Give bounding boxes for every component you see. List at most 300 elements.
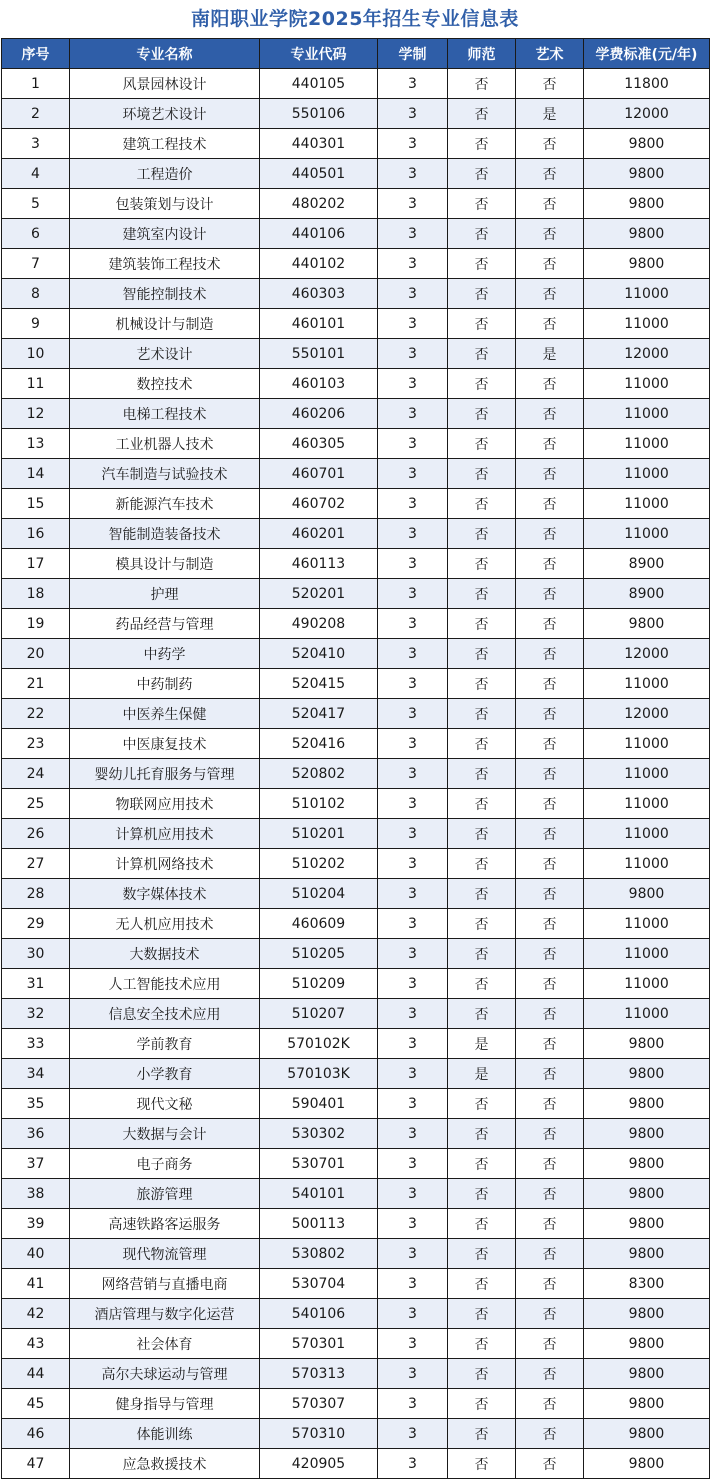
table-row	[2, 1089, 710, 1119]
cell-index: 19	[2, 609, 70, 639]
cell-major-code: 570313	[260, 1359, 378, 1389]
cell-major-code: 460609	[260, 909, 378, 939]
cell-art: 否	[516, 429, 584, 459]
cell-tuition: 9800	[584, 1299, 710, 1329]
cell-major-code: 520417	[260, 699, 378, 729]
cell-art: 否	[516, 1119, 584, 1149]
cell-tuition: 9800	[584, 129, 710, 159]
cell-tuition: 11000	[584, 789, 710, 819]
cell-major-code: 460103	[260, 369, 378, 399]
header-major-name: 专业名称	[70, 39, 260, 69]
cell-index: 7	[2, 249, 70, 279]
cell-major-code: 510209	[260, 969, 378, 999]
cell-duration: 3	[378, 129, 448, 159]
cell-duration: 3	[378, 1119, 448, 1149]
cell-art: 否	[516, 279, 584, 309]
cell-duration: 3	[378, 399, 448, 429]
cell-art: 否	[516, 219, 584, 249]
cell-normal: 否	[448, 879, 516, 909]
table-row	[2, 849, 710, 879]
table-row	[2, 699, 710, 729]
header-tuition: 学费标准(元/年)	[584, 39, 710, 69]
cell-art: 否	[516, 549, 584, 579]
cell-major-name: 风景园林设计	[70, 69, 260, 99]
cell-normal: 否	[448, 819, 516, 849]
cell-duration: 3	[378, 939, 448, 969]
cell-tuition: 9800	[584, 1209, 710, 1239]
table-row	[2, 819, 710, 849]
cell-major-name: 现代文秘	[70, 1089, 260, 1119]
cell-normal: 否	[448, 549, 516, 579]
cell-major-name: 药品经营与管理	[70, 609, 260, 639]
cell-index: 22	[2, 699, 70, 729]
table-row	[2, 1359, 710, 1389]
cell-index: 10	[2, 339, 70, 369]
cell-duration: 3	[378, 1299, 448, 1329]
cell-major-code: 540106	[260, 1299, 378, 1329]
cell-normal: 否	[448, 939, 516, 969]
cell-tuition: 9800	[584, 1389, 710, 1419]
cell-major-name: 中药制药	[70, 669, 260, 699]
cell-art: 否	[516, 459, 584, 489]
cell-tuition: 11000	[584, 489, 710, 519]
cell-art: 否	[516, 1419, 584, 1449]
cell-duration: 3	[378, 669, 448, 699]
cell-normal: 否	[448, 609, 516, 639]
cell-major-name: 物联网应用技术	[70, 789, 260, 819]
cell-normal: 否	[448, 99, 516, 129]
cell-normal: 否	[448, 729, 516, 759]
cell-tuition: 8900	[584, 579, 710, 609]
cell-art: 是	[516, 99, 584, 129]
cell-index: 17	[2, 549, 70, 579]
cell-major-code: 530802	[260, 1239, 378, 1269]
cell-major-name: 学前教育	[70, 1029, 260, 1059]
cell-major-name: 新能源汽车技术	[70, 489, 260, 519]
table-row	[2, 69, 710, 99]
table-row	[2, 669, 710, 699]
cell-index: 13	[2, 429, 70, 459]
cell-art: 否	[516, 879, 584, 909]
cell-duration: 3	[378, 1029, 448, 1059]
cell-tuition: 11000	[584, 819, 710, 849]
cell-art: 否	[516, 1239, 584, 1269]
cell-index: 31	[2, 969, 70, 999]
cell-tuition: 9800	[584, 1149, 710, 1179]
cell-major-name: 环境艺术设计	[70, 99, 260, 129]
cell-major-code: 570102K	[260, 1029, 378, 1059]
cell-tuition: 12000	[584, 639, 710, 669]
cell-index: 40	[2, 1239, 70, 1269]
cell-major-code: 510205	[260, 939, 378, 969]
table-row	[2, 219, 710, 249]
cell-tuition: 9800	[584, 1059, 710, 1089]
cell-major-code: 520802	[260, 759, 378, 789]
cell-duration: 3	[378, 1059, 448, 1089]
cell-index: 3	[2, 129, 70, 159]
table-body	[2, 69, 710, 1479]
table-row	[2, 609, 710, 639]
table-row	[2, 279, 710, 309]
cell-major-name: 汽车制造与试验技术	[70, 459, 260, 489]
cell-duration: 3	[378, 339, 448, 369]
table-row	[2, 1059, 710, 1089]
cell-duration: 3	[378, 969, 448, 999]
cell-index: 16	[2, 519, 70, 549]
cell-duration: 3	[378, 879, 448, 909]
cell-major-code: 510207	[260, 999, 378, 1029]
cell-index: 41	[2, 1269, 70, 1299]
cell-index: 37	[2, 1149, 70, 1179]
cell-index: 38	[2, 1179, 70, 1209]
cell-normal: 否	[448, 399, 516, 429]
cell-normal: 否	[448, 639, 516, 669]
cell-duration: 3	[378, 609, 448, 639]
cell-tuition: 11000	[584, 759, 710, 789]
cell-index: 30	[2, 939, 70, 969]
cell-normal: 否	[448, 1449, 516, 1479]
cell-duration: 3	[378, 849, 448, 879]
cell-major-code: 460305	[260, 429, 378, 459]
cell-normal: 否	[448, 969, 516, 999]
header-index: 序号	[2, 39, 70, 69]
cell-normal: 否	[448, 339, 516, 369]
cell-major-code: 570103K	[260, 1059, 378, 1089]
cell-index: 14	[2, 459, 70, 489]
cell-major-code: 460701	[260, 459, 378, 489]
cell-index: 12	[2, 399, 70, 429]
cell-duration: 3	[378, 699, 448, 729]
cell-tuition: 11000	[584, 969, 710, 999]
cell-normal: 否	[448, 249, 516, 279]
table-row	[2, 729, 710, 759]
cell-art: 否	[516, 1329, 584, 1359]
cell-tuition: 11800	[584, 69, 710, 99]
cell-duration: 3	[378, 279, 448, 309]
cell-major-name: 数字媒体技术	[70, 879, 260, 909]
cell-major-name: 酒店管理与数字化运营	[70, 1299, 260, 1329]
cell-normal: 否	[448, 1119, 516, 1149]
cell-duration: 3	[378, 819, 448, 849]
cell-duration: 3	[378, 549, 448, 579]
table-row	[2, 159, 710, 189]
cell-art: 否	[516, 489, 584, 519]
cell-index: 25	[2, 789, 70, 819]
cell-tuition: 9800	[584, 1179, 710, 1209]
cell-major-name: 现代物流管理	[70, 1239, 260, 1269]
cell-duration: 3	[378, 309, 448, 339]
cell-duration: 3	[378, 1089, 448, 1119]
table-row	[2, 1329, 710, 1359]
cell-tuition: 9800	[584, 189, 710, 219]
cell-tuition: 9800	[584, 609, 710, 639]
cell-major-name: 中医养生保健	[70, 699, 260, 729]
cell-art: 否	[516, 759, 584, 789]
cell-art: 否	[516, 699, 584, 729]
cell-art: 否	[516, 969, 584, 999]
cell-art: 否	[516, 789, 584, 819]
cell-art: 否	[516, 1179, 584, 1209]
cell-major-code: 460101	[260, 309, 378, 339]
cell-index: 28	[2, 879, 70, 909]
cell-index: 15	[2, 489, 70, 519]
cell-major-name: 大数据技术	[70, 939, 260, 969]
cell-tuition: 9800	[584, 1329, 710, 1359]
cell-art: 是	[516, 339, 584, 369]
table-row	[2, 1449, 710, 1479]
cell-index: 46	[2, 1419, 70, 1449]
table-row	[2, 939, 710, 969]
cell-tuition: 8300	[584, 1269, 710, 1299]
cell-major-code: 530704	[260, 1269, 378, 1299]
cell-normal: 否	[448, 579, 516, 609]
cell-major-code: 570307	[260, 1389, 378, 1419]
cell-major-name: 模具设计与制造	[70, 549, 260, 579]
cell-art: 否	[516, 1029, 584, 1059]
table-row	[2, 1119, 710, 1149]
cell-duration: 3	[378, 369, 448, 399]
cell-duration: 3	[378, 999, 448, 1029]
cell-index: 42	[2, 1299, 70, 1329]
cell-major-name: 无人机应用技术	[70, 909, 260, 939]
cell-art: 否	[516, 1299, 584, 1329]
table-row	[2, 759, 710, 789]
cell-duration: 3	[378, 1449, 448, 1479]
cell-tuition: 12000	[584, 699, 710, 729]
majors-table	[1, 38, 710, 1479]
table-row	[2, 309, 710, 339]
cell-major-code: 520415	[260, 669, 378, 699]
cell-index: 11	[2, 369, 70, 399]
cell-tuition: 9800	[584, 219, 710, 249]
cell-duration: 3	[378, 459, 448, 489]
cell-major-code: 500113	[260, 1209, 378, 1239]
cell-major-name: 高尔夫球运动与管理	[70, 1359, 260, 1389]
cell-duration: 3	[378, 189, 448, 219]
cell-tuition: 11000	[584, 309, 710, 339]
cell-duration: 3	[378, 159, 448, 189]
cell-tuition: 11000	[584, 909, 710, 939]
cell-major-name: 高速铁路客运服务	[70, 1209, 260, 1239]
cell-major-code: 540101	[260, 1179, 378, 1209]
table-row	[2, 1239, 710, 1269]
cell-tuition: 11000	[584, 669, 710, 699]
cell-tuition: 8900	[584, 549, 710, 579]
cell-index: 21	[2, 669, 70, 699]
cell-major-name: 数控技术	[70, 369, 260, 399]
cell-major-code: 550101	[260, 339, 378, 369]
cell-art: 否	[516, 369, 584, 399]
cell-tuition: 9800	[584, 249, 710, 279]
table-row	[2, 339, 710, 369]
cell-major-code: 510202	[260, 849, 378, 879]
table-row	[2, 249, 710, 279]
cell-index: 34	[2, 1059, 70, 1089]
cell-tuition: 9800	[584, 1359, 710, 1389]
cell-tuition: 12000	[584, 339, 710, 369]
cell-normal: 否	[448, 1209, 516, 1239]
cell-art: 否	[516, 309, 584, 339]
cell-art: 否	[516, 939, 584, 969]
cell-index: 4	[2, 159, 70, 189]
cell-major-name: 电梯工程技术	[70, 399, 260, 429]
cell-duration: 3	[378, 1269, 448, 1299]
cell-major-code: 520201	[260, 579, 378, 609]
cell-major-code: 440105	[260, 69, 378, 99]
table-row	[2, 969, 710, 999]
cell-major-code: 490208	[260, 609, 378, 639]
cell-tuition: 11000	[584, 849, 710, 879]
cell-normal: 否	[448, 1149, 516, 1179]
cell-tuition: 11000	[584, 279, 710, 309]
cell-art: 否	[516, 249, 584, 279]
cell-tuition: 11000	[584, 369, 710, 399]
table-row	[2, 639, 710, 669]
cell-art: 否	[516, 999, 584, 1029]
cell-duration: 3	[378, 909, 448, 939]
cell-art: 否	[516, 579, 584, 609]
cell-major-name: 应急救援技术	[70, 1449, 260, 1479]
cell-normal: 否	[448, 1389, 516, 1419]
cell-art: 否	[516, 129, 584, 159]
cell-normal: 否	[448, 759, 516, 789]
cell-duration: 3	[378, 759, 448, 789]
cell-tuition: 9800	[584, 1419, 710, 1449]
cell-major-name: 建筑室内设计	[70, 219, 260, 249]
cell-tuition: 9800	[584, 1029, 710, 1059]
cell-major-code: 460702	[260, 489, 378, 519]
cell-normal: 否	[448, 699, 516, 729]
cell-index: 32	[2, 999, 70, 1029]
cell-tuition: 9800	[584, 879, 710, 909]
cell-normal: 否	[448, 219, 516, 249]
cell-major-name: 小学教育	[70, 1059, 260, 1089]
cell-index: 43	[2, 1329, 70, 1359]
cell-index: 23	[2, 729, 70, 759]
cell-normal: 否	[448, 459, 516, 489]
cell-major-code: 480202	[260, 189, 378, 219]
cell-index: 33	[2, 1029, 70, 1059]
cell-major-name: 护理	[70, 579, 260, 609]
cell-index: 29	[2, 909, 70, 939]
cell-tuition: 11000	[584, 939, 710, 969]
cell-art: 否	[516, 729, 584, 759]
cell-art: 否	[516, 609, 584, 639]
cell-index: 44	[2, 1359, 70, 1389]
cell-duration: 3	[378, 1179, 448, 1209]
cell-major-name: 智能控制技术	[70, 279, 260, 309]
cell-major-name: 中药学	[70, 639, 260, 669]
cell-major-name: 信息安全技术应用	[70, 999, 260, 1029]
cell-major-name: 电子商务	[70, 1149, 260, 1179]
cell-tuition: 11000	[584, 429, 710, 459]
cell-normal: 否	[448, 999, 516, 1029]
cell-index: 27	[2, 849, 70, 879]
cell-major-name: 中医康复技术	[70, 729, 260, 759]
cell-normal: 否	[448, 1329, 516, 1359]
cell-duration: 3	[378, 489, 448, 519]
cell-major-name: 社会体育	[70, 1329, 260, 1359]
cell-major-name: 计算机网络技术	[70, 849, 260, 879]
cell-duration: 3	[378, 99, 448, 129]
cell-index: 20	[2, 639, 70, 669]
cell-normal: 否	[448, 1179, 516, 1209]
cell-art: 否	[516, 69, 584, 99]
cell-normal: 否	[448, 69, 516, 99]
cell-art: 否	[516, 1059, 584, 1089]
cell-index: 8	[2, 279, 70, 309]
table-row	[2, 879, 710, 909]
cell-art: 否	[516, 1209, 584, 1239]
cell-duration: 3	[378, 1239, 448, 1269]
cell-duration: 3	[378, 1149, 448, 1179]
cell-normal: 否	[448, 789, 516, 819]
cell-major-code: 440501	[260, 159, 378, 189]
cell-normal: 否	[448, 1419, 516, 1449]
cell-major-code: 510204	[260, 879, 378, 909]
cell-normal: 否	[448, 309, 516, 339]
cell-major-code: 510201	[260, 819, 378, 849]
cell-duration: 3	[378, 519, 448, 549]
cell-art: 否	[516, 909, 584, 939]
cell-major-name: 机械设计与制造	[70, 309, 260, 339]
cell-duration: 3	[378, 1389, 448, 1419]
cell-duration: 3	[378, 639, 448, 669]
cell-major-code: 530701	[260, 1149, 378, 1179]
cell-major-code: 460303	[260, 279, 378, 309]
cell-normal: 否	[448, 129, 516, 159]
table-row	[2, 789, 710, 819]
cell-index: 45	[2, 1389, 70, 1419]
cell-index: 39	[2, 1209, 70, 1239]
cell-major-name: 健身指导与管理	[70, 1389, 260, 1419]
header-duration: 学制	[378, 39, 448, 69]
cell-normal: 否	[448, 189, 516, 219]
page-title: 南阳职业学院2025年招生专业信息表	[191, 8, 519, 30]
cell-duration: 3	[378, 1419, 448, 1449]
cell-major-name: 智能制造装备技术	[70, 519, 260, 549]
cell-normal: 否	[448, 1239, 516, 1269]
cell-art: 否	[516, 1359, 584, 1389]
cell-major-code: 420905	[260, 1449, 378, 1479]
table-row	[2, 429, 710, 459]
cell-normal: 否	[448, 1299, 516, 1329]
cell-major-code: 440301	[260, 129, 378, 159]
cell-index: 5	[2, 189, 70, 219]
cell-major-name: 包装策划与设计	[70, 189, 260, 219]
cell-tuition: 11000	[584, 519, 710, 549]
cell-index: 2	[2, 99, 70, 129]
cell-duration: 3	[378, 1359, 448, 1389]
table-row	[2, 1299, 710, 1329]
cell-major-code: 460113	[260, 549, 378, 579]
table-row	[2, 999, 710, 1029]
cell-art: 否	[516, 1089, 584, 1119]
cell-index: 1	[2, 69, 70, 99]
cell-duration: 3	[378, 1329, 448, 1359]
cell-major-name: 体能训练	[70, 1419, 260, 1449]
cell-art: 否	[516, 189, 584, 219]
cell-tuition: 12000	[584, 99, 710, 129]
cell-normal: 是	[448, 1029, 516, 1059]
cell-major-code: 460206	[260, 399, 378, 429]
cell-major-code: 440102	[260, 249, 378, 279]
table-row	[2, 459, 710, 489]
cell-art: 否	[516, 1449, 584, 1479]
cell-index: 47	[2, 1449, 70, 1479]
header-normal: 师范	[448, 39, 516, 69]
table-row	[2, 1419, 710, 1449]
